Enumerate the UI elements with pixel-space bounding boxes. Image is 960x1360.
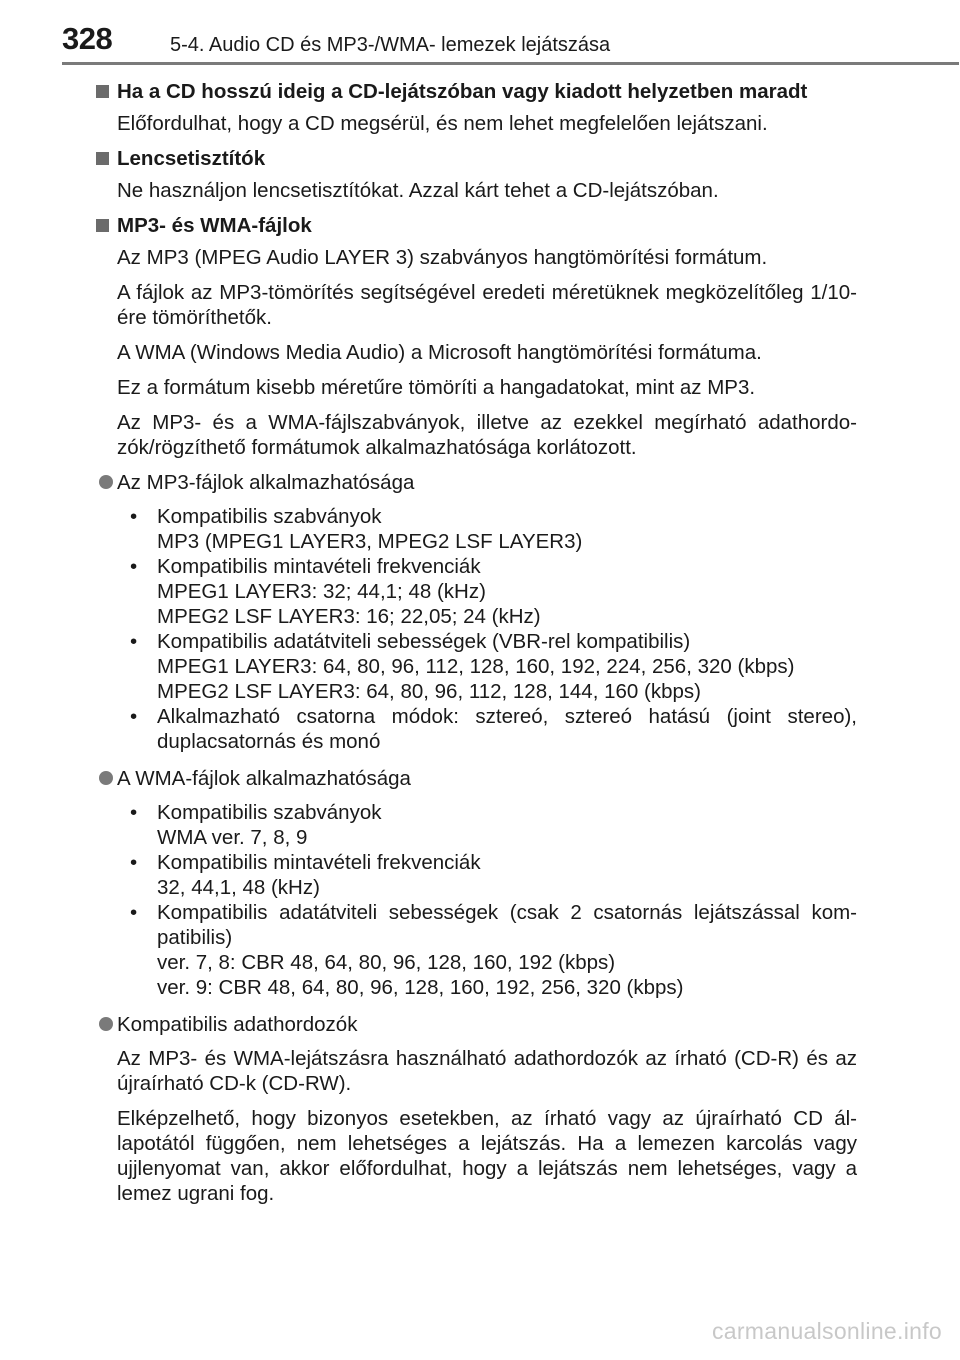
subsection-heading <box>96 1012 857 1037</box>
subsection-heading-text: A WMA-fájlok alkalmazhatósága <box>117 767 411 790</box>
list-item-line: MPEG1 LAYER3: 64, 80, 96, 112, 128, 160, 192, 224, 256, 320 (kbps) <box>157 655 795 678</box>
list-item-title: Kompatibilis adatátviteli sebességek (csak 2 csatornás lejátszással kompatibilis) <box>157 901 857 949</box>
square-bullet-icon <box>96 219 109 232</box>
paragraph: Ne használjon lencsetisztítókat. Azzal kárt tehet a CD-lejátszóban. <box>117 179 719 202</box>
heading-text: Ha a CD hosszú ideig a CD-lejátszóban vagy kiadott helyzetben maradt <box>117 80 808 103</box>
list-item-line: MPEG2 LSF LAYER3: 64, 80, 96, 112, 128, 144, 160 (kbps) <box>157 680 701 703</box>
section-heading <box>96 79 857 104</box>
list-item <box>130 850 857 900</box>
bullet-icon: • <box>130 630 138 653</box>
paragraph: Előfordulhat, hogy a CD megsérül, és nem lehet megfelelően lejátszani. <box>117 112 768 135</box>
bullet-icon: • <box>130 851 138 874</box>
subsection-heading <box>96 766 857 791</box>
circle-bullet-icon <box>99 475 113 489</box>
header-divider <box>62 62 959 65</box>
square-bullet-icon <box>96 85 109 98</box>
list-item <box>130 704 857 754</box>
list-item-title: Kompatibilis szabványok <box>157 801 382 824</box>
subsection-heading-text: Kompatibilis adathordozók <box>117 1013 358 1036</box>
list-item-line: MP3 (MPEG1 LAYER3, MPEG2 LSF LAYER3) <box>157 530 583 553</box>
paragraph: A fájlok az MP3-tömörítés segítségével eredeti méretüknek megközelítőleg 1/10-ére tömöríthetők. <box>117 281 857 329</box>
bullet-icon: • <box>130 705 138 728</box>
list-item <box>130 504 857 554</box>
list-item-title: Kompatibilis szabványok <box>157 505 382 528</box>
page-content <box>96 79 857 1216</box>
bullet-icon: • <box>130 555 138 578</box>
list-item-line: MPEG2 LSF LAYER3: 16; 22,05; 24 (kHz) <box>157 605 541 628</box>
circle-bullet-icon <box>99 771 113 785</box>
page-header <box>0 0 960 64</box>
list-item-line: 32, 44,1, 48 (kHz) <box>157 876 320 899</box>
list-item-line: WMA ver. 7, 8, 9 <box>157 826 308 849</box>
section-heading <box>96 146 857 171</box>
square-bullet-icon <box>96 152 109 165</box>
subsection-heading-text: Az MP3-fájlok alkalmazhatósága <box>117 471 415 494</box>
paragraph: A WMA (Windows Media Audio) a Microsoft hangtömörítési formátuma. <box>117 341 762 364</box>
paragraph: Az MP3 (MPEG Audio LAYER 3) szabványos hangtömörítési formátum. <box>117 246 768 269</box>
mp3-spec-list <box>96 504 857 754</box>
list-item <box>130 900 857 1000</box>
heading-text: MP3- és WMA-fájlok <box>117 214 312 237</box>
circle-bullet-icon <box>99 1017 113 1031</box>
list-item-title: Kompatibilis mintavételi frekvenciák <box>157 851 481 874</box>
page-number: 328 <box>62 21 113 56</box>
section-title: 5-4. Audio CD és MP3-/WMA- lemezek lejátszása <box>170 34 611 56</box>
paragraph: Elképzelhető, hogy bizonyos esetekben, az írható vagy az újraírható CD állapotától függően, nem lehetséges a lejátszás. Ha a lemezen karcolás vagy ujjlenyomat van, akkor előfordulhat, hogy a lejátszás nem lehetséges, vagy a lemez ugrani fog. <box>117 1107 857 1205</box>
bullet-icon: • <box>130 901 138 924</box>
wma-spec-list <box>96 800 857 1000</box>
paragraph: Ez a formátum kisebb méretűre tömöríti a hangadatokat, mint az MP3. <box>117 376 756 399</box>
section-heading <box>96 213 857 238</box>
bullet-icon: • <box>130 801 138 824</box>
list-item-line: MPEG1 LAYER3: 32; 44,1; 48 (kHz) <box>157 580 486 603</box>
watermark-text: carmanualsonline.info <box>711 1318 942 1344</box>
list-item <box>130 554 857 629</box>
list-item <box>130 800 857 850</box>
list-item-line: ver. 7, 8: CBR 48, 64, 80, 96, 128, 160, 192 (kbps) <box>157 951 616 974</box>
bullet-icon: • <box>130 505 138 528</box>
list-item-line: ver. 9: CBR 48, 64, 80, 96, 128, 160, 192, 256, 320 (kbps) <box>157 976 684 999</box>
list-item-title: Kompatibilis adatátviteli sebességek (VBR-rel kompatibilis) <box>157 630 691 653</box>
list-item-title: Kompatibilis mintavételi frekvenciák <box>157 555 481 578</box>
list-item <box>130 629 857 704</box>
list-item-title: Alkalmazható csatorna módok: sztereó, sztereó hatású (joint stereo), duplacsatornás és monó <box>157 705 857 753</box>
paragraph: Az MP3- és a WMA-fájlszabványok, illetve az ezekkel megírható adathordozók/rögzíthető formátumok alkalmazhatósága korlátozott. <box>117 411 857 459</box>
heading-text: Lencsetisztítók <box>117 147 266 170</box>
paragraph: Az MP3- és WMA-lejátszásra használható adathordozók az írható (CD-R) és az újraírható CD-k (CD-RW). <box>117 1047 857 1095</box>
subsection-heading <box>96 470 857 495</box>
